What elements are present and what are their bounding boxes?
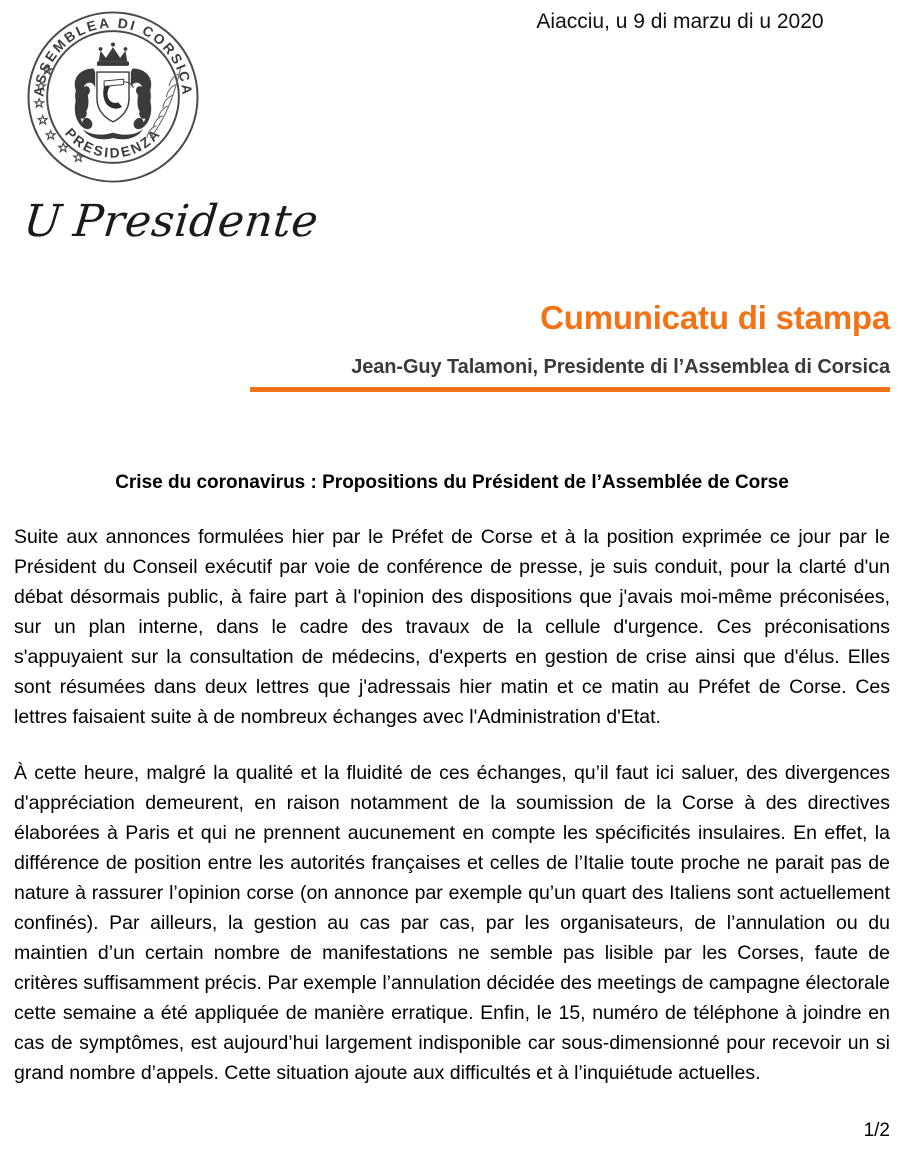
body-paragraph: À cette heure, malgré la qualité et la fluidité de ces échanges, qu’il faut ici saluer, des divergences d'appréciation demeurent, en raison notamment de la soumission de la Corse à des directives élaborées à Paris et qui ne prennent aucunement en compte les spécificités insulaires. En effet, la différence de position entre les autorités françaises et celles de l’Italie toute proche ne parait pas de nature à rassurer l’opinion corse (on annonce par exemple qu’un quart des Italiens sont actuellement confinés). Par ailleurs, la gestion au cas par cas, par les organisateurs, de l’annulation ou du maintien d’un certain nombre de manifestations ne semble pas lisible par les Corses, faute de critères suffisamment précis. Par exemple l’annulation décidée des meetings de campagne électorale cette semaine a été appliquée de manière erratique. Enfin, le 15, numéro de téléphone à joindre en cas de symptômes, est aujourd’hui largement indisponible car sous-dimensionné pour recevoir un si grand nombre d’appels. Cette situation ajoute aux difficultés et à l’inquiétude actuelles.: [14, 762, 890, 1084]
document-body: [14, 470, 890, 1088]
page-number: 1/2: [863, 1120, 890, 1141]
title-block: [250, 298, 890, 392]
body-paragraph: Suite aux annonces formulées hier par le Préfet de Corse et à la position exprimée ce jour par le Président du Conseil exécutif par voie de conférence de presse, je suis conduit, pour la clarté d'un débat désormais public, à faire part à l'opinion des dispositions que j'avais moi-même préconisées, sur un plan interne, dans le cadre des travaux de la cellule d'urgence. Ces préconisations s'appuyaient sur la consultation de médecins, d'experts en gestion de crise ainsi que d'élus. Elles sont résumées dans deux lettres que j'adressais hier matin et ce matin au Préfet de Corse. Ces lettres faisaient suite à de nombreux échanges avec l'Administration d'Etat.: [14, 526, 890, 728]
title-divider: [250, 387, 890, 392]
assemblea-di-corsica-seal: [24, 8, 202, 186]
page-title: Cumunicatu di stampa: [540, 299, 890, 336]
svg-text:ASSEMBLEA DI CORSICA: ASSEMBLEA DI CORSICA: [31, 15, 195, 98]
date-line: Aiacciu, u 9 di marzu di u 2020: [536, 10, 824, 33]
moors-head-emblem: [97, 72, 133, 122]
president-signature-block: [21, 196, 321, 248]
page-subtitle: Jean-Guy Talamoni, Presidente di l’Assemblea di Corsica: [351, 356, 890, 378]
signature-word: Presidente: [70, 196, 321, 247]
letterhead: [0, 0, 907, 265]
svg-text:PRESIDENZA: PRESIDENZA: [62, 125, 164, 161]
signature-initial: U: [21, 196, 65, 247]
document-subject: Crise du coronavirus : Propositions du Président de l’Assemblée de Corse: [115, 472, 789, 493]
